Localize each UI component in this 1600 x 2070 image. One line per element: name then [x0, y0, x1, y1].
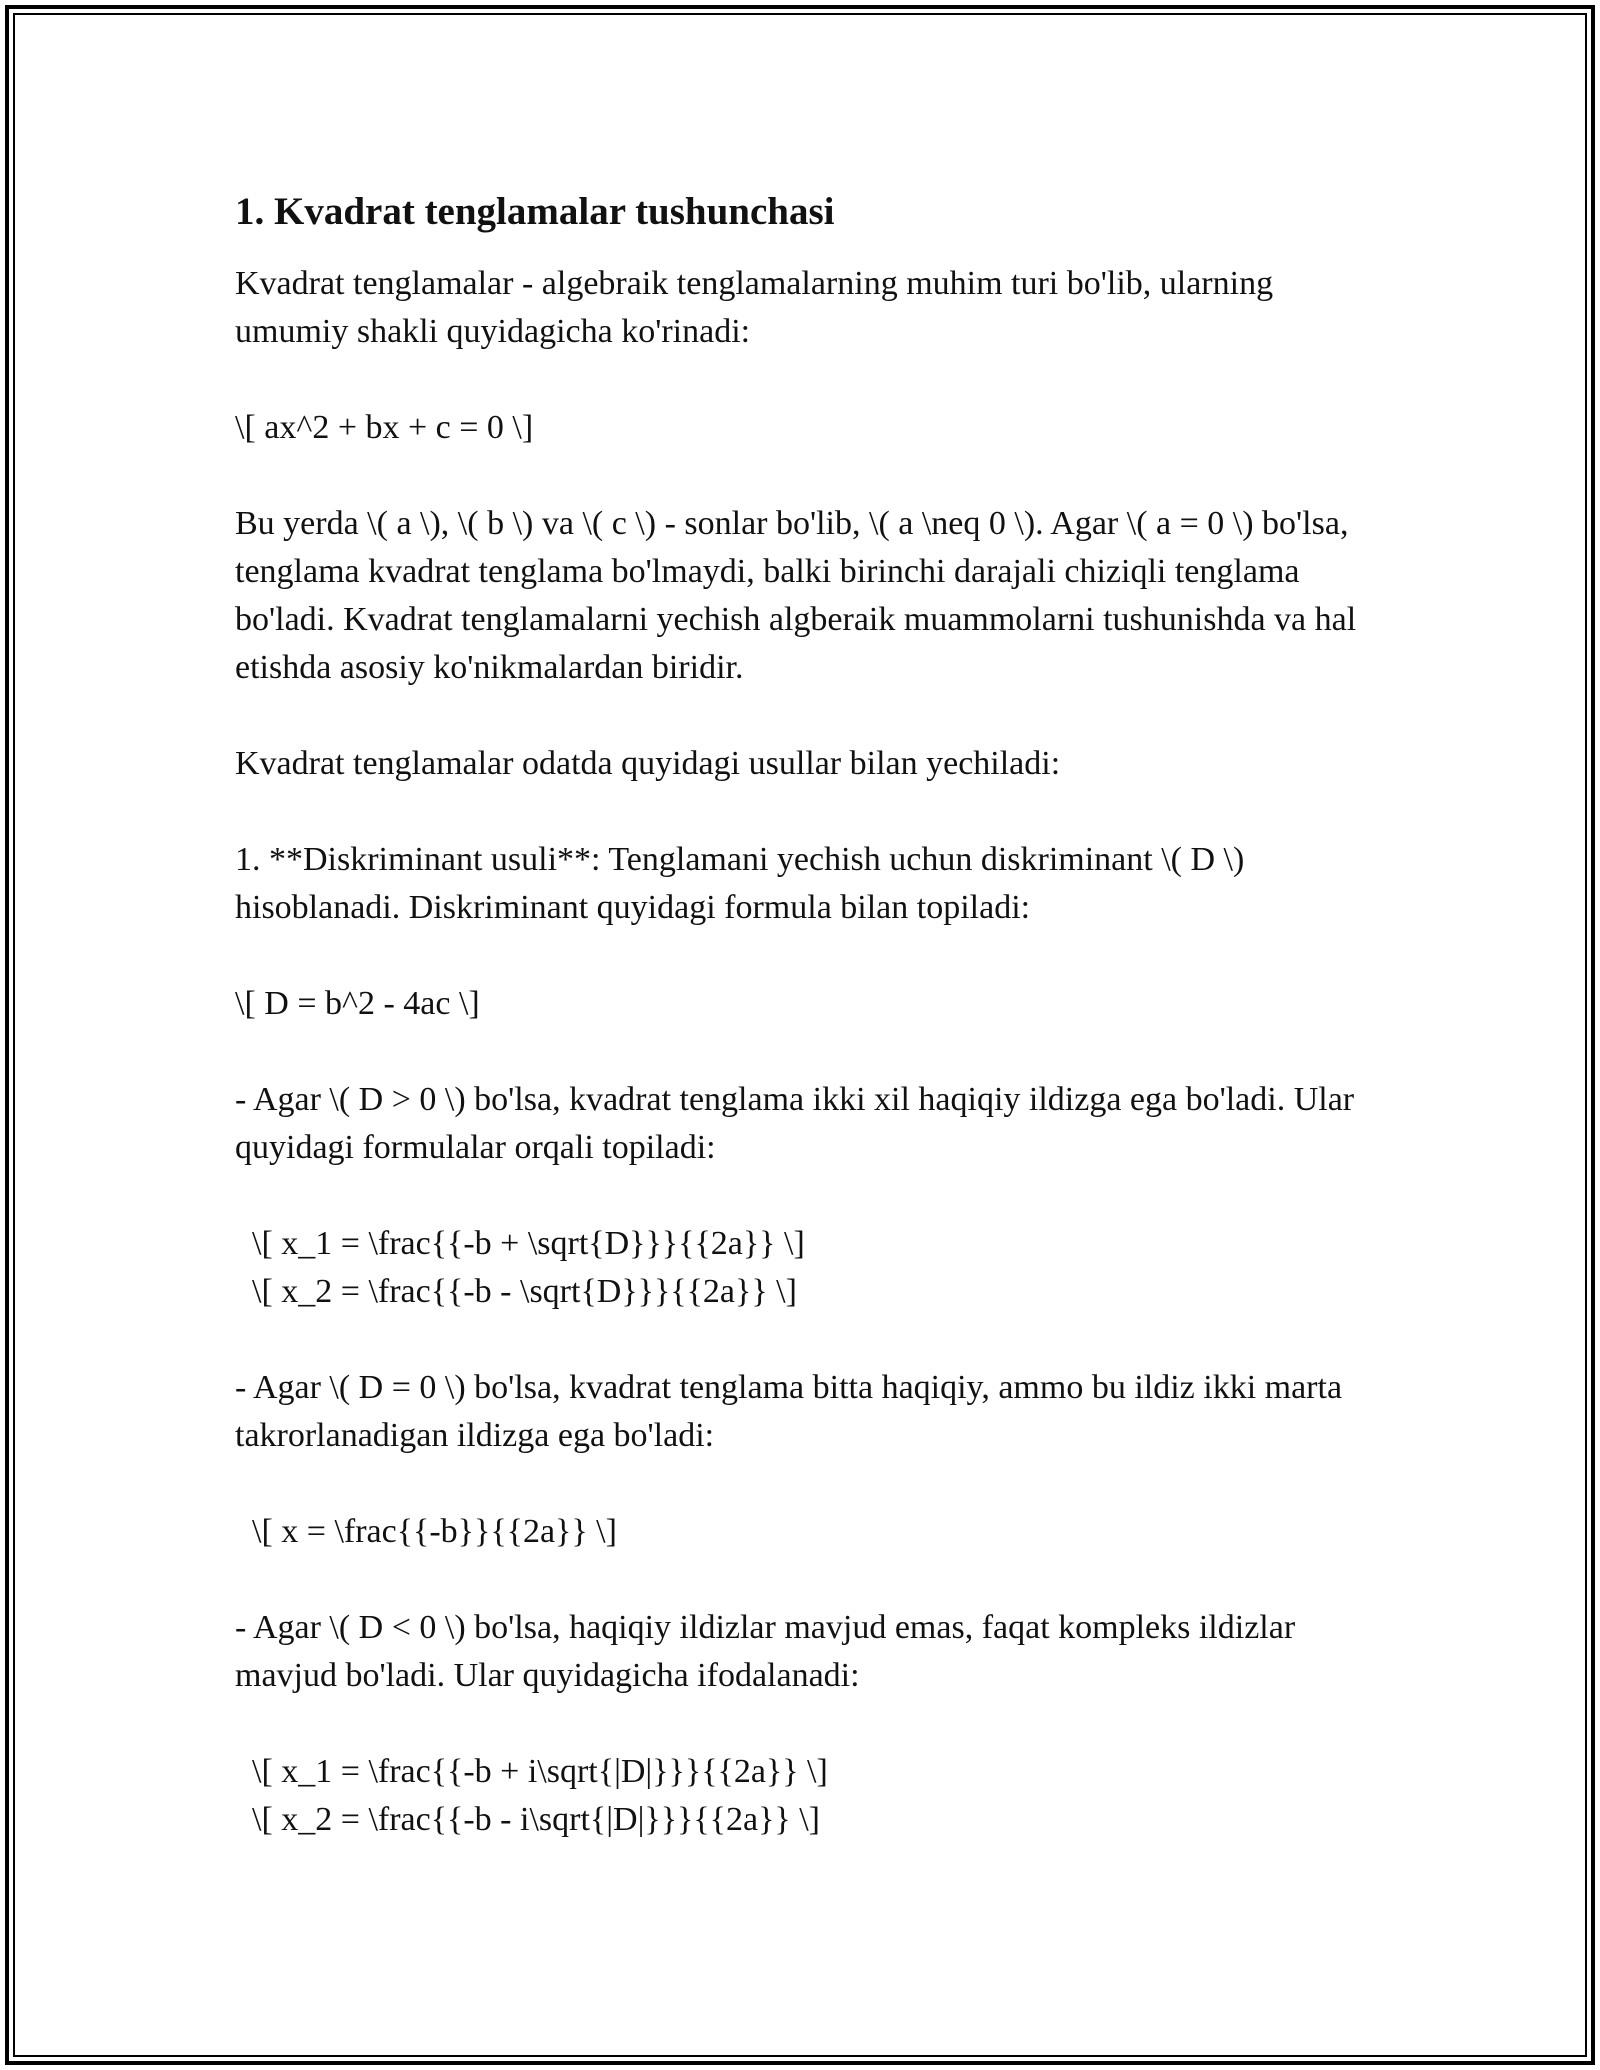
formula-x2-complex: \[ x_2 = \frac{{-b - i\sqrt{|D|}}}{{2a}} \] — [252, 1801, 820, 1838]
formula-x1-real: \[ x_1 = \frac{{-b + \sqrt{D}}}{{2a}} \] — [252, 1225, 805, 1262]
double-root-formula-block — [235, 1508, 1385, 1556]
complex-roots-formulas — [235, 1748, 1385, 1844]
case-positive-paragraph: - Agar \( D > 0 \) bo'lsa, kvadrat tenglama ikki xil haqiqiy ildizga ega bo'ladi. Ular quyidagi formulalar orqali topiladi: — [235, 1081, 1355, 1166]
formula-x2-real: \[ x_2 = \frac{{-b - \sqrt{D}}}{{2a}} \] — [252, 1273, 797, 1310]
document-body — [235, 188, 1385, 1892]
formula-double-root: \[ x = \frac{{-b}}{{2a}} \] — [252, 1513, 617, 1550]
general-formula: \[ ax^2 + bx + c = 0 \] — [235, 409, 534, 446]
case-negative-paragraph: - Agar \( D < 0 \) bo'lsa, haqiqiy ildizlar mavjud emas, faqat kompleks ildizlar mavjud bo'ladi. Ular quyidagicha ifodalanadi: — [235, 1609, 1296, 1694]
coefficients-paragraph: Bu yerda \( a \), \( b \) va \( c \) - sonlar bo'lib, \( a \neq 0 \). Agar \( a = 0 \) bo'lsa, tenglama kvadrat tenglama bo'lmaydi, balki birinchi darajali chiziqli tenglama bo'ladi. Kvadrat tenglamalarni yechish algberaik muammolarni tushunishda va hal etishda asosiy ko'nikmalardan biridir. — [235, 505, 1357, 686]
intro-paragraph: Kvadrat tenglamalar - algebraik tenglamalarning muhim turi bo'lib, ularning umumiy shakli quyidagicha ko'rinadi: — [235, 265, 1274, 350]
discriminant-method-paragraph: 1. **Diskriminant usuli**: Tenglamani yechish uchun diskriminant \( D \) hisoblanadi. Diskriminant quyidagi formula bilan topiladi: — [235, 841, 1245, 926]
formula-x1-complex: \[ x_1 = \frac{{-b + i\sqrt{|D|}}}{{2a}} \] — [252, 1753, 828, 1790]
positive-roots-formulas — [235, 1220, 1385, 1316]
discriminant-formula: \[ D = b^2 - 4ac \] — [235, 985, 480, 1022]
methods-paragraph: Kvadrat tenglamalar odatda quyidagi usullar bilan yechiladi: — [235, 745, 1061, 782]
section-heading: 1. Kvadrat tenglamalar tushunchasi — [235, 190, 835, 233]
case-zero-paragraph: - Agar \( D = 0 \) bo'lsa, kvadrat tenglama bitta haqiqiy, ammo bu ildiz ikki marta takrorlanadigan ildizga ega bo'ladi: — [235, 1369, 1343, 1454]
